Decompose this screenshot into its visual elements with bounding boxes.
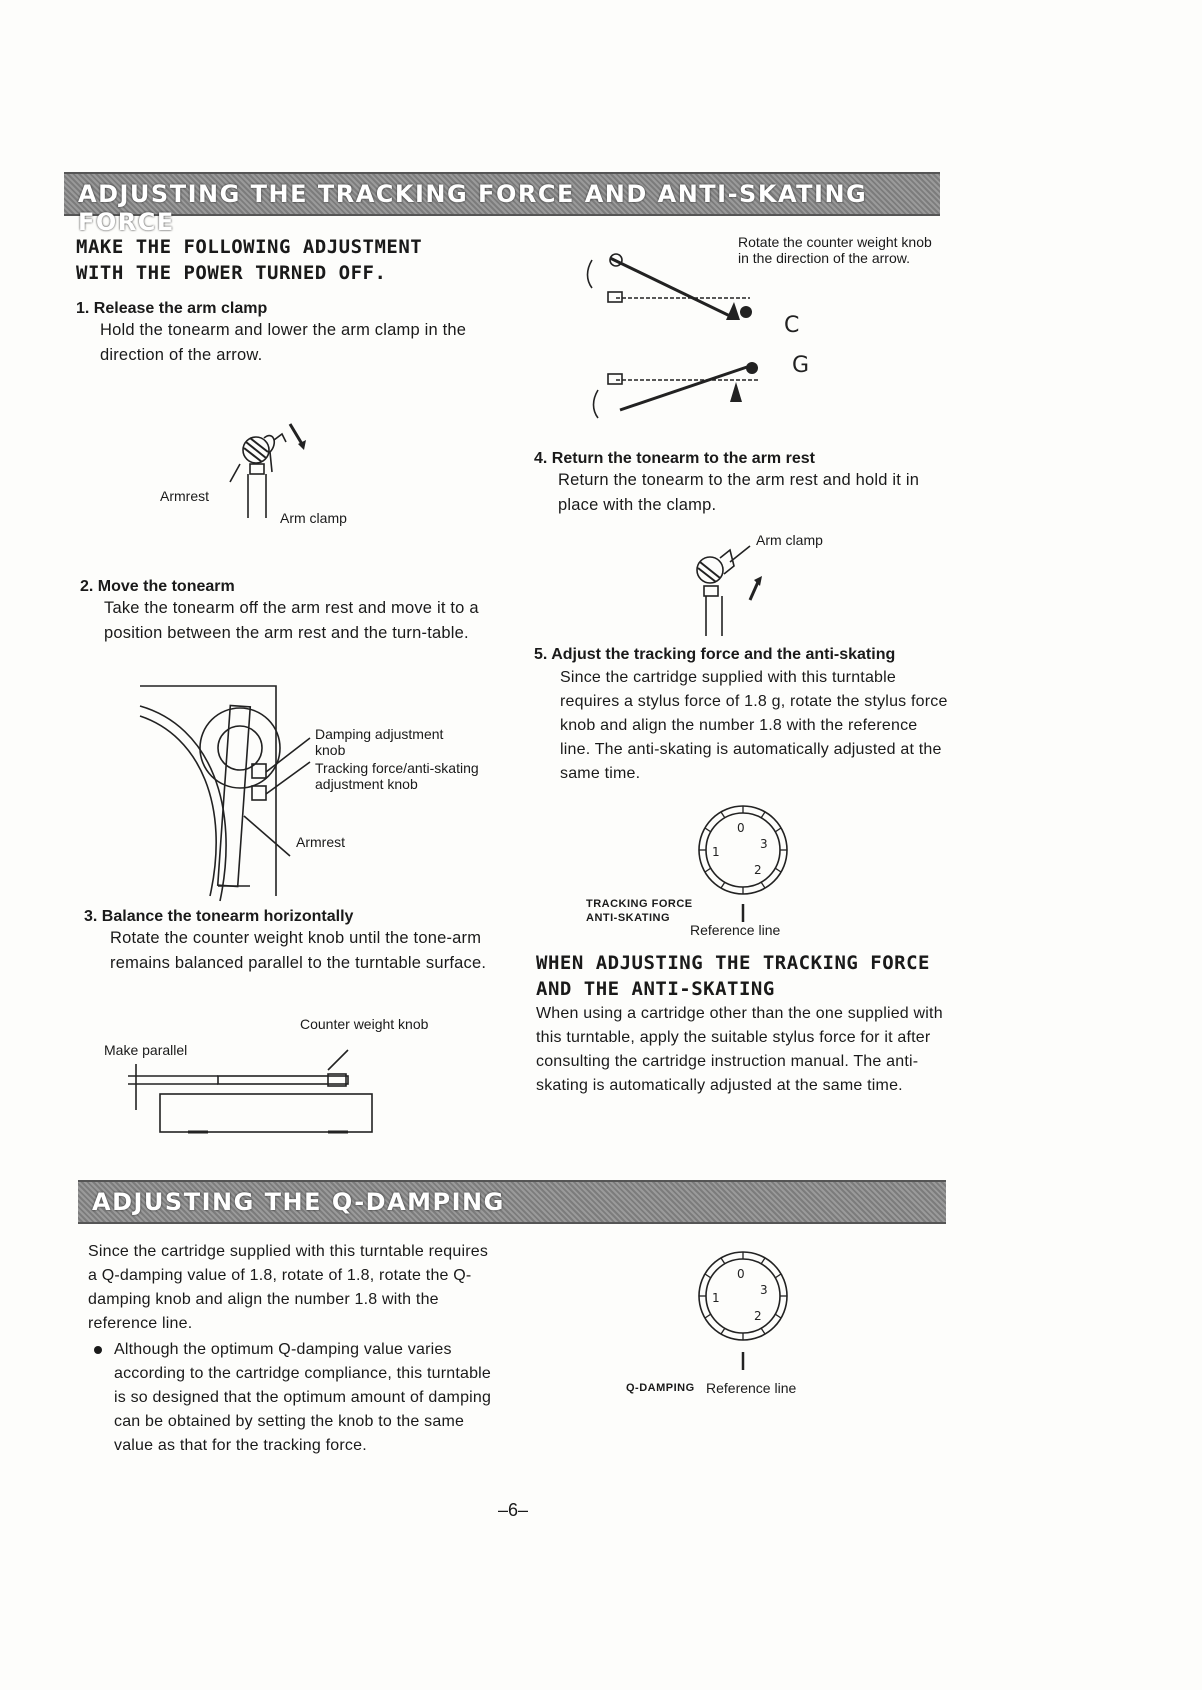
arm-clamp-label-1: Arm clamp [280,510,347,526]
svg-text:G: G [792,353,810,378]
turntable-top-view-diagram [140,676,320,906]
counter-weight-label: Counter weight knob [300,1016,429,1032]
bullet-dot [94,1346,102,1354]
reference-line-label-2: Reference line [706,1380,797,1396]
q-damping-bullet: Although the optimum Q-damping value varies according to the cartridge compliance, this turntable is so designed that the optimum amount of damping can be obtained by setting the knob to the same value as that for the tracking force. [88,1338,508,1458]
make-parallel-label: Make parallel [104,1042,188,1058]
step-1-body: Hold the tonearm and lower the arm clamp in the direction of the arrow. [100,321,467,364]
q-dial-number-2: 2 [754,1309,762,1323]
section-title-tracking: ADJUSTING THE TRACKING FORCE AND ANTI-SKATING FORCE [78,180,868,236]
anti-skating-dial-label: ANTI-SKATING [586,912,671,924]
step-2-title: 2. Move the tonearm [80,578,235,595]
tracking-force-dial [688,800,808,930]
power-off-warning: MAKE THE FOLLOWING ADJUSTMENT WITH THE POWER TURNED OFF. [76,236,423,284]
tracking-force-dial-label: TRACKING FORCE [586,898,693,910]
turntable-side-view-diagram [128,1050,388,1140]
section-title-q-damping: ADJUSTING THE Q-DAMPING [92,1188,505,1216]
when-adjusting-heading: WHEN ADJUSTING THE TRACKING FORCE AND THE ANTI-SKATING [536,952,930,1000]
arm-clamp-label-2: Arm clamp [756,532,823,548]
damping-knob-label: Damping adjustment knob [315,726,444,758]
step-3-body: Rotate the counter weight knob until the tone-arm remains balanced parallel to the turntable surface. [110,929,487,972]
armrest-label-2: Armrest [296,834,345,850]
counterweight-rotate-diagram [580,240,820,430]
dial-number-3: 3 [760,837,768,851]
q-dial-number-0: 0 [737,1267,745,1281]
svg-text:C: C [784,313,800,338]
step-4-title: 4. Return the tonearm to the arm rest [534,450,815,467]
tracking-knob-label: Tracking force/anti-skating adjustment knob [315,760,479,792]
q-dial-number-3: 3 [760,1283,768,1297]
section-banner-q-damping [78,1180,946,1224]
q-damping-body: Since the cartridge supplied with this turntable requires a Q-damping value of 1.8, rotate of 1.8, rotate the Q-damping knob and align the number 1.8 with the reference line. [88,1243,489,1332]
step-5-title: 5. Adjust the tracking force and the anti-skating [534,646,896,663]
q-damping-dial-label: Q-DAMPING [626,1382,695,1394]
when-adjusting-body: When using a cartridge other than the one supplied with this turntable, apply the suitable stylus force for it after consulting the cartridge instruction manual. The anti-skating is automatically adjusted at the same time. [536,1005,943,1094]
q-dial-number-1: 1 [712,1291,720,1305]
step-5-body: Since the cartridge supplied with this turntable requires a stylus force of 1.8 g, rotate the stylus force knob and align the number 1.8 with the reference line. The anti-skating is automatically adjusted at the same time. [560,669,948,782]
counterweight-note: Rotate the counter weight knob in the direction of the arrow. [738,234,932,266]
armrest-label-1: Armrest [160,488,209,504]
step-4-body: Return the tonearm to the arm rest and hold it in place with the clamp. [558,471,920,514]
q-damping-dial [688,1246,808,1376]
dial-number-2: 2 [754,863,762,877]
page-number: –6– [498,1500,529,1520]
step-3-title: 3. Balance the tonearm horizontally [84,908,354,925]
reference-line-label-1: Reference line [690,922,781,938]
dial-number-0: 0 [737,821,745,835]
step-1-title: 1. Release the arm clamp [76,300,268,317]
section-banner-tracking [64,172,940,236]
step-2-body: Take the tonearm off the arm rest and move it to a position between the arm rest and the turn-table. [104,599,479,642]
dial-number-1: 1 [712,845,720,859]
